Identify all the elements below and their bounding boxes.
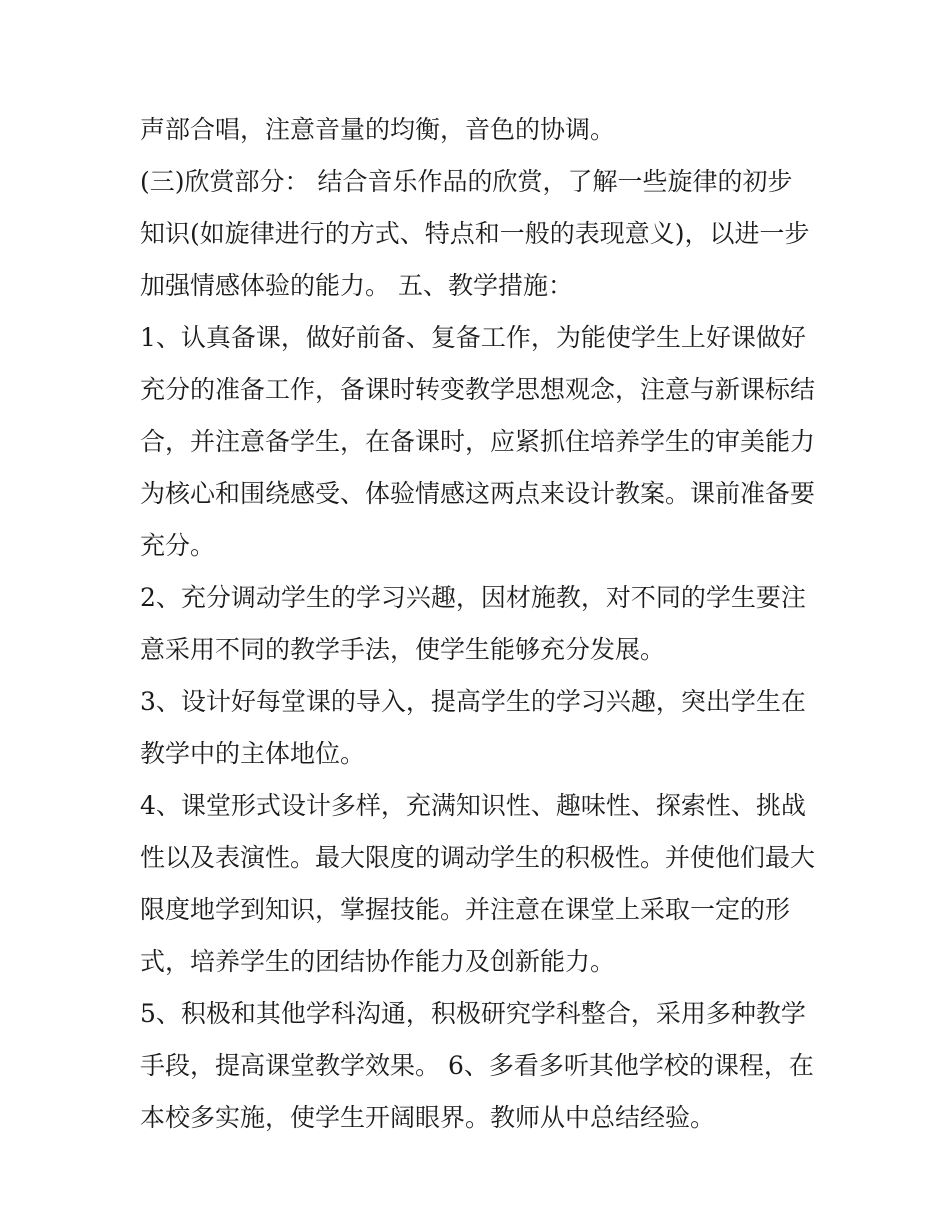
document-body — [140, 104, 820, 1144]
text-line: 3、设计好每堂课的导入，提高学生的学习兴趣，突出学生在 — [140, 687, 806, 716]
text-line: 合，并注意备学生，在备课时，应紧抓住培养学生的审美能力 — [140, 427, 816, 456]
text-line: 限度地学到知识，掌握技能。并注意在课堂上采取一定的形 — [140, 895, 791, 924]
text-line: 意采用不同的教学手法，使学生能够充分发展。 — [140, 635, 666, 664]
text-line: 手段，提高课堂教学效果。 6、多看多听其他学校的课程，在 — [140, 1051, 814, 1080]
text-line: 1、认真备课，做好前备、复备工作，为能使学生上好课做好 — [140, 323, 806, 352]
text-line: 2、充分调动学生的学习兴趣，因材施教，对不同的学生要注 — [140, 583, 806, 612]
text-line: 充分。 — [140, 531, 216, 560]
text-line: 教学中的主体地位。 — [140, 739, 366, 768]
text-line: 充分的准备工作，备课时转变教学思想观念，注意与新课标结 — [140, 375, 816, 404]
text-line: 声部合唱，注意音量的均衡，音色的协调。 — [140, 115, 616, 144]
text-line: 加强情感体验的能力。 五、教学措施： — [140, 271, 573, 300]
text-line: 知识(如旋律进行的方式、特点和一般的表现意义)，以进一步 — [140, 219, 810, 248]
text-line: 为核心和围绕感受、体验情感这两点来设计教案。课前准备要 — [140, 479, 816, 508]
text-line: 5、积极和其他学科沟通，积极研究学科整合，采用多种教学 — [140, 999, 806, 1028]
text-line: 式，培养学生的团结协作能力及创新能力。 — [140, 947, 616, 976]
text-line: (三)欣赏部分： 结合音乐作品的欣赏，了解一些旋律的初步 — [140, 167, 793, 196]
text-line: 4、课堂形式设计多样，充满知识性、趣味性、探索性、挑战 — [140, 791, 806, 820]
text-line: 本校多实施，使学生开阔眼界。教师从中总结经验。 — [140, 1103, 716, 1132]
text-line: 性以及表演性。最大限度的调动学生的积极性。并使他们最大 — [140, 843, 816, 872]
